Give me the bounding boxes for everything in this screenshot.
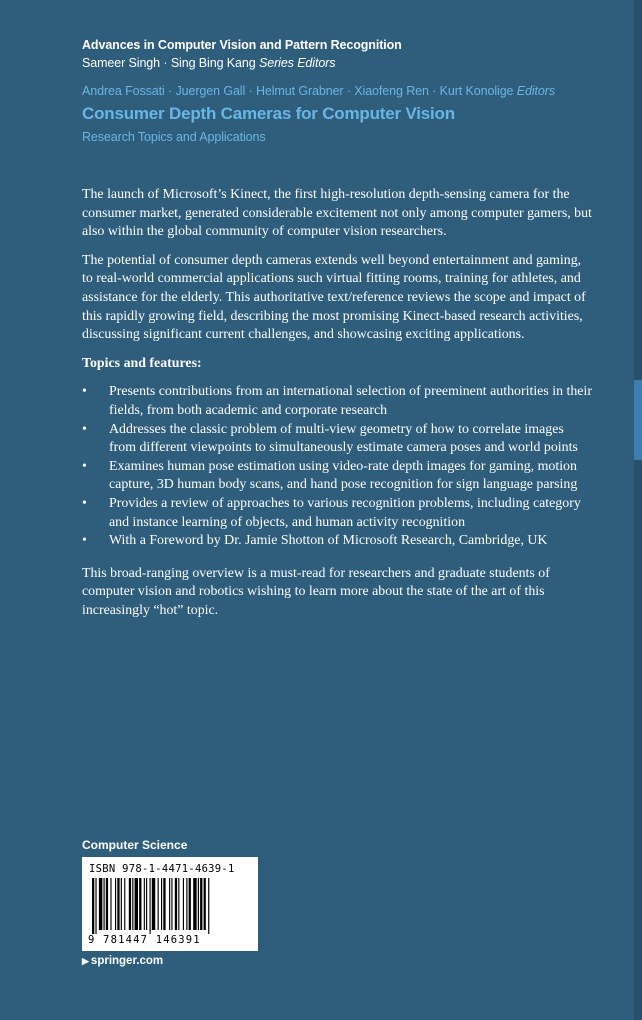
feature-text: Examines human pose estimation using video-rate depth images for gaming, motion capture, 3D human body scans, and hand pose recognition for sign language parsing: [109, 458, 578, 493]
arrow-right-icon: ▶: [82, 956, 89, 966]
barcode-bar: [104, 878, 105, 930]
barcode-bar: [208, 878, 209, 934]
barcode-bar: [186, 878, 187, 930]
barcode-bar: [146, 878, 147, 930]
list-item: [82, 383, 594, 420]
barcode-bar: [95, 878, 96, 934]
isbn-barcode: [82, 857, 258, 951]
barcode-bar: [92, 878, 94, 934]
series-editors-role: Series Editors: [258, 56, 336, 70]
series-editors: [82, 54, 622, 73]
barcode-bar: [150, 878, 151, 934]
barcode-bar: [178, 878, 179, 930]
blurb: [82, 186, 594, 630]
barcode-bar: [163, 878, 165, 930]
barcode-icon: [92, 878, 250, 934]
bullet-icon: •: [82, 458, 87, 474]
barcode-bar: [115, 878, 116, 930]
barcode-bar: [144, 878, 145, 930]
subject-category: Computer Science: [82, 838, 188, 852]
barcode-bar: [183, 878, 184, 930]
feature-text: With a Foreword by Dr. Jamie Shotton of Microsoft Research, Cambridge, UK: [109, 533, 548, 549]
barcode-bar: [189, 878, 191, 930]
feature-text: Addresses the classic problem of multi-view geometry of how to correlate images from different viewpoints to simultaneously estimate camera poses and world points: [109, 421, 578, 456]
bullet-icon: •: [82, 421, 87, 437]
book-editors-role: Editors: [516, 84, 555, 98]
barcode-bar: [158, 878, 159, 930]
feature-text: Presents contributions from an international selection of preeminent authorities in their fields, from both academic and corporate research: [109, 384, 592, 418]
blurb-paragraph-2: The potential of consumer depth cameras extends well beyond entertainment and gaming, to real-world commercial applications such virtual fitting rooms, training for athletes, and assistance for the elderly. This authoritative text/reference reviews the scope and impact of this rapidly growing field, describing the most promising Kinect-based research activities, discussing significant current challenges, and showcasing exciting applications.: [82, 252, 586, 343]
publisher-website[interactable]: [82, 955, 258, 967]
barcode-bar: [198, 878, 199, 930]
barcode-bar: [132, 878, 133, 930]
website-text: springer.com: [90, 955, 164, 967]
closing-paragraph: This broad-ranging overview is a must-read for researchers and graduate students of computer vision and robotics wishing to learn more about the state of the art of this increasingly “hot” topic.: [82, 565, 550, 618]
series-editors-names: Sameer Singh · Sing Bing Kang: [82, 56, 256, 70]
barcode-bar: [171, 878, 172, 930]
barcode-bar: [121, 878, 122, 930]
barcode-bar: [124, 878, 125, 930]
series-title: Advances in Computer Vision and Pattern Recognition: [82, 38, 402, 52]
features-list: [82, 383, 594, 550]
book-editors: [82, 82, 622, 100]
book-title: Consumer Depth Cameras for Computer Vision: [82, 104, 455, 123]
isbn-label: ISBN 978-1-4471-4639-1: [89, 863, 235, 875]
barcode-bar: [110, 878, 111, 930]
bullet-icon: •: [82, 384, 87, 400]
blurb-paragraph-1: The launch of Microsoft’s Kinect, the first high-resolution depth-sensing camera for the consumer market, generated considerable excitement not only among computer gamers, but also within the global community of computer vision researchers.: [82, 187, 592, 240]
feature-text: Provides a review of approaches to various recognition problems, including category and instance learning of objects, and human activity recognition: [109, 495, 581, 530]
barcode-bar: [117, 878, 119, 930]
list-item: [82, 458, 594, 495]
topics-heading: Topics and features:: [82, 355, 202, 371]
barcode-bar: [204, 878, 206, 930]
barcode-bar: [129, 878, 131, 930]
list-item: [82, 532, 594, 551]
footer: [82, 838, 258, 967]
barcode-bar: [99, 878, 102, 930]
bullet-icon: •: [82, 495, 87, 511]
spine-edge: [634, 0, 642, 1020]
barcode-bar: [175, 878, 177, 930]
book-subtitle: Research Topics and Applications: [82, 130, 266, 144]
barcode-bar: [152, 878, 155, 930]
barcode-bar: [135, 878, 138, 930]
book-editors-names: Andrea Fossati · Juergen Gall · Helmut Grabner · Xiaofeng Ren · Kurt Konolige: [82, 84, 514, 98]
spine-accent: [634, 380, 642, 460]
list-item: [82, 421, 594, 458]
barcode-bar: [200, 878, 202, 930]
isbn-digits: 9 781447 146391: [88, 934, 201, 946]
bullet-icon: •: [82, 533, 87, 549]
barcode-bar: [139, 878, 141, 930]
list-item: [82, 495, 594, 532]
barcode-bar: [161, 878, 162, 930]
barcode-bar: [193, 878, 196, 930]
barcode-bar: [106, 878, 108, 930]
barcode-bar: [169, 878, 170, 930]
header: [82, 36, 622, 145]
